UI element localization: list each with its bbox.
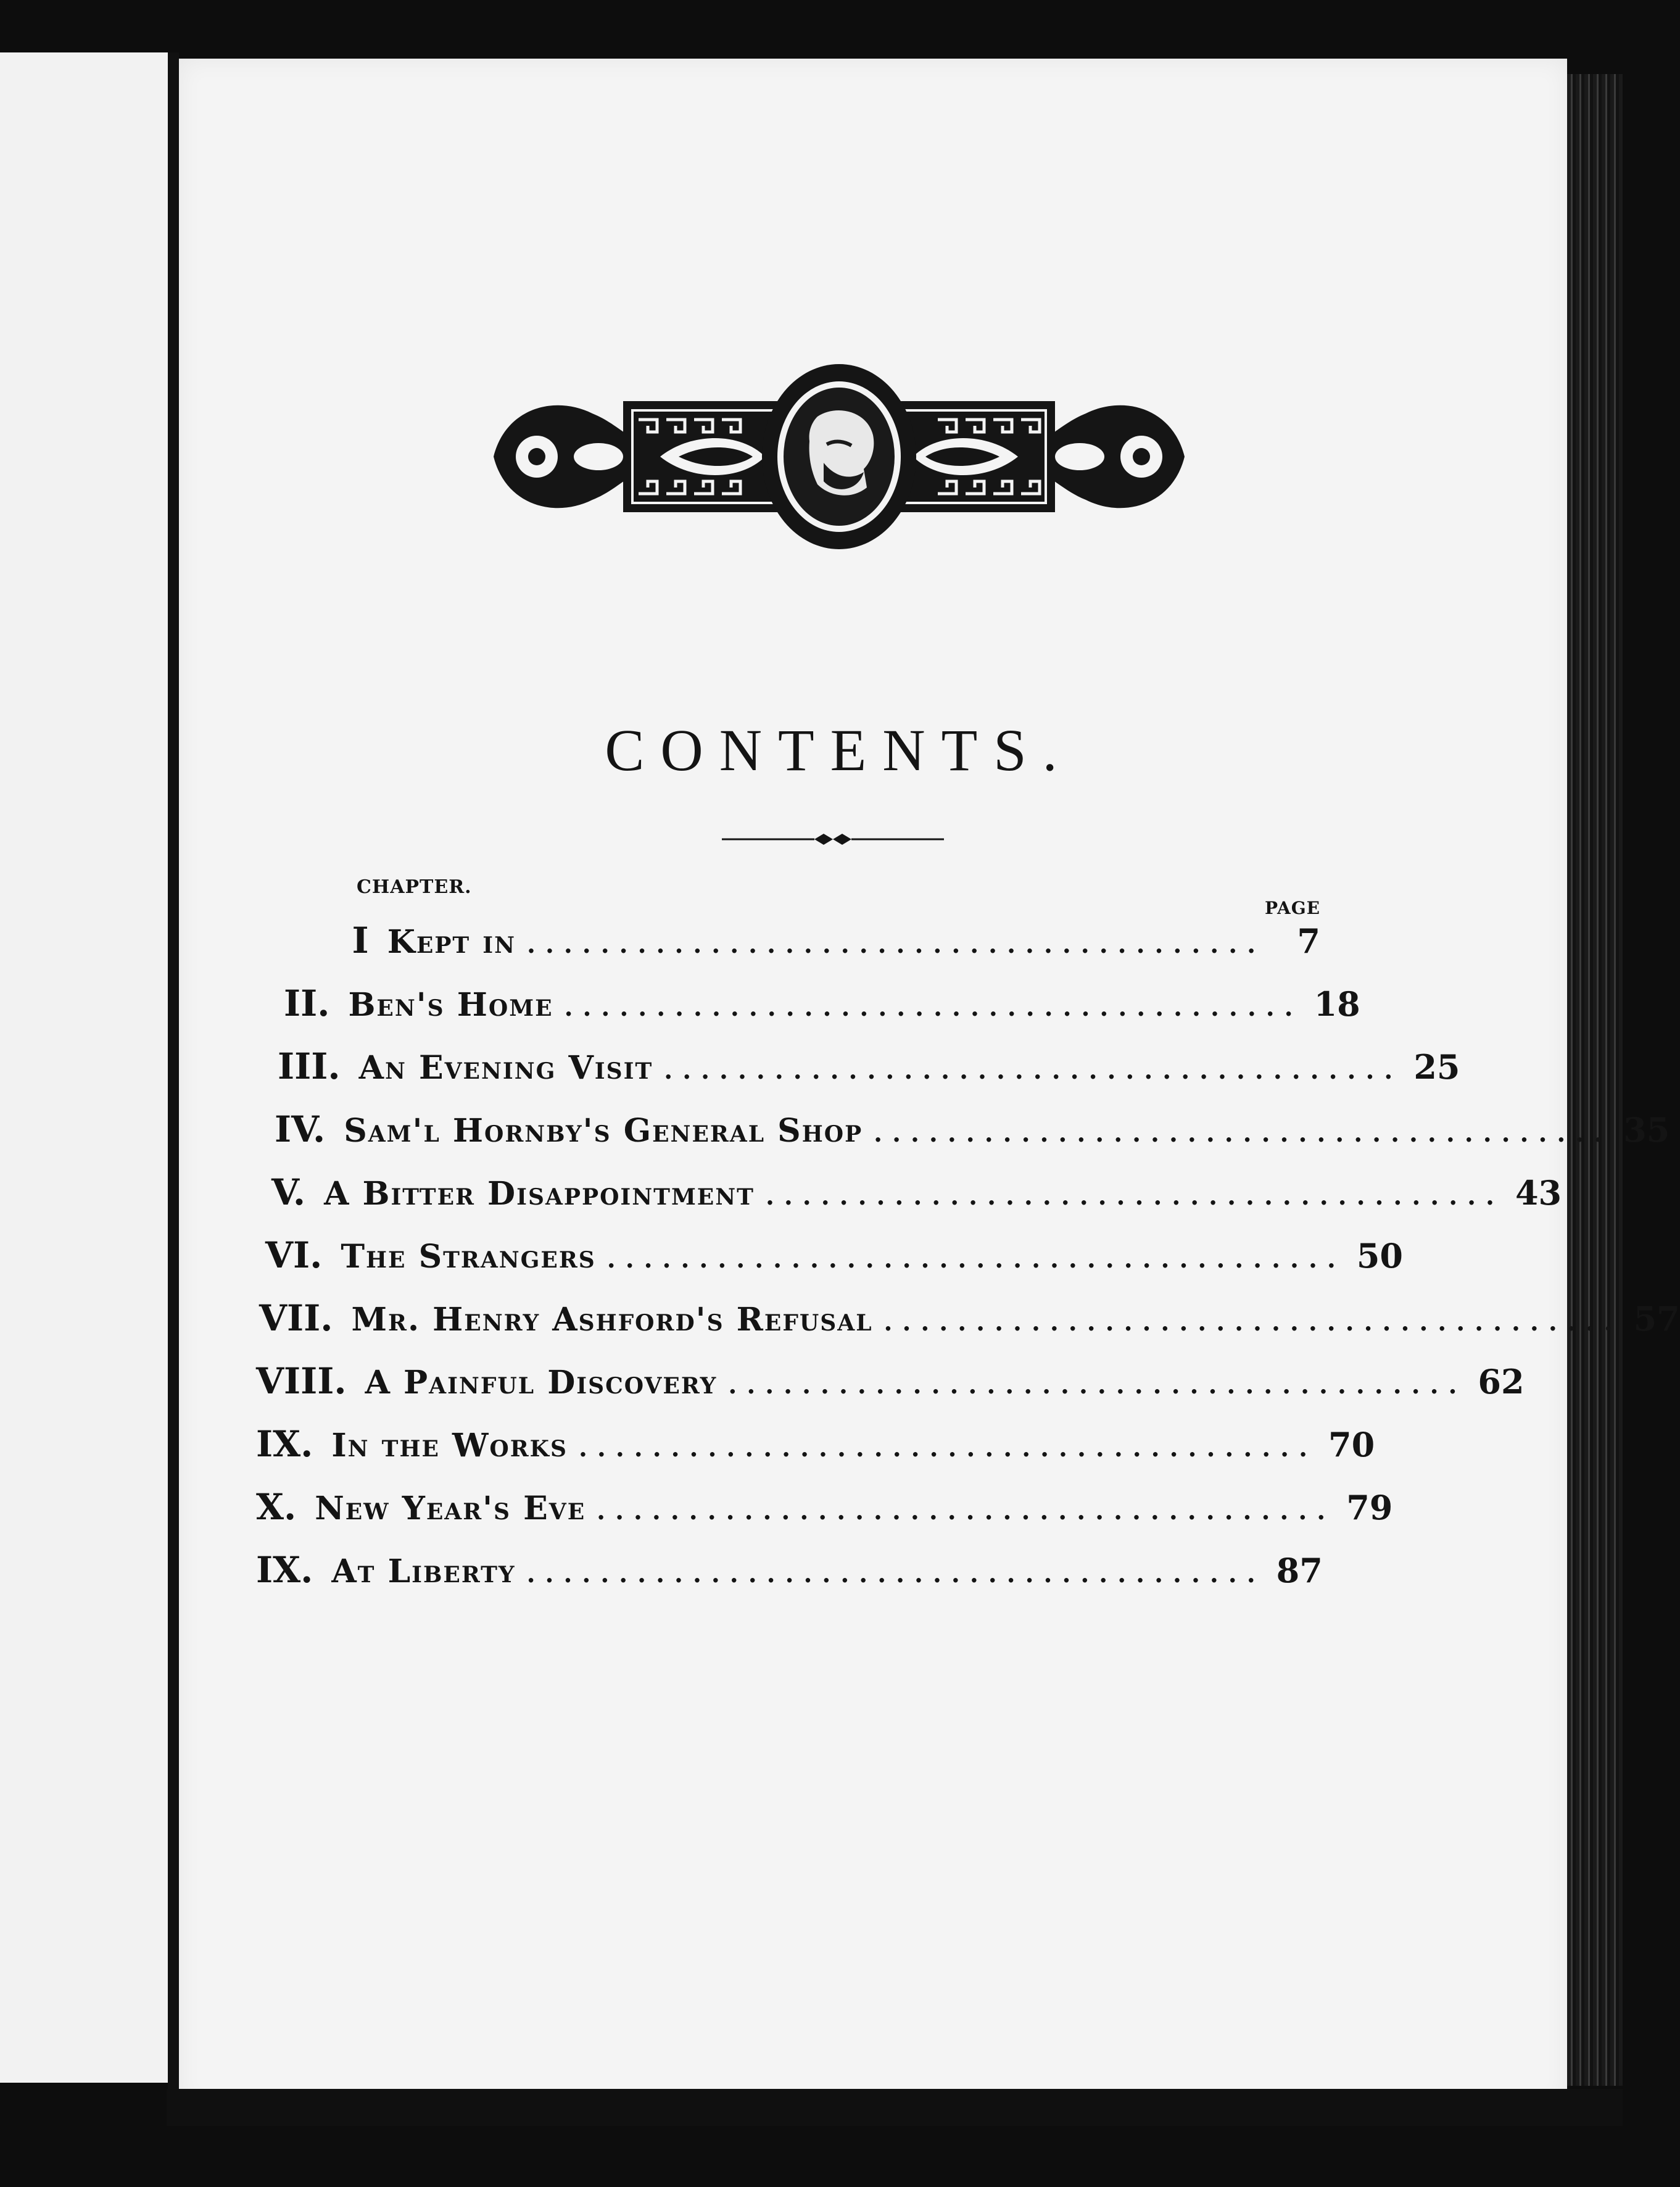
decorative-rule-icon [722,830,944,849]
chapter-number: VII. [259,1297,333,1339]
facing-page-edge [0,52,168,2083]
chapter-number: IX. [256,1423,313,1465]
chapter-title: In the Works [331,1427,568,1464]
toc-row [256,1423,1375,1472]
chapter-title: Sam'l Hornby's General Shop [344,1112,863,1150]
page-number: 25 [1413,1047,1460,1087]
book-bottom-edge [167,2089,1623,2126]
toc-row [275,1108,1670,1158]
dot-leader: ........................................ [527,930,1266,959]
toc-row [256,1549,1323,1598]
page-number: 79 [1346,1488,1393,1527]
dot-leader: ........................................ [728,1371,1467,1400]
page-number: 62 [1478,1362,1525,1401]
chapter-title: The Strangers [341,1238,596,1276]
dot-leader: ........................................ [765,1182,1504,1211]
page-number: 35 [1623,1110,1670,1150]
toc-row [265,1234,1403,1284]
chapter-title: A Bitter Disappointment [324,1175,755,1213]
chapter-title: Ben's Home [348,986,553,1024]
book-fore-edge [1567,74,1623,2086]
chapter-title: A Painful Discovery [365,1364,718,1401]
chapter-number: IV. [275,1108,326,1150]
book-gutter [168,52,179,2089]
chapter-number: III. [278,1045,341,1087]
toc-row [290,919,1320,969]
toc-row [278,1045,1460,1095]
page-number: 50 [1356,1236,1403,1276]
chapter-number: VI. [265,1234,323,1276]
page-number: 87 [1276,1551,1323,1590]
page-title: CONTENTS. [605,717,1074,783]
page-number: 43 [1515,1173,1562,1213]
toc-row [271,1171,1562,1221]
page-number: 70 [1328,1425,1375,1464]
chapter-number: V. [271,1171,306,1213]
chapter-number: I [352,919,369,961]
page-number: 57 [1633,1299,1680,1338]
chapter-number: II. [284,982,330,1024]
toc-row [259,1297,1680,1347]
dot-leader: ........................................ [664,1056,1403,1085]
chapter-title: At Liberty [331,1553,516,1590]
chapter-title: New Year's Eve [315,1490,586,1527]
toc-row [256,1486,1393,1535]
chapter-number: VIII. [256,1360,347,1402]
dot-leader: ........................................ [883,1308,1623,1337]
dot-leader: ........................................ [564,993,1303,1022]
chapter-number: X. [256,1486,297,1528]
dot-leader: ........................................ [874,1119,1613,1148]
chapter-number: IX. [256,1549,313,1591]
dot-leader: ........................................ [526,1559,1265,1588]
page-number: 18 [1314,984,1360,1024]
headpiece-ornament-icon [481,358,1197,555]
page-column-label: PAGE [1265,898,1320,918]
chapter-title: Mr. Henry Ashford's Refusal [351,1301,873,1338]
dot-leader: ........................................ [597,1496,1336,1525]
dot-leader: ........................................ [578,1434,1318,1463]
page-number: 7 [1297,921,1320,961]
toc-row [284,982,1360,1032]
toc-row [256,1360,1525,1409]
chapter-column-label: CHAPTER. [357,876,472,898]
chapter-title: An Evening Visit [358,1049,653,1087]
chapter-title: Kept in [387,923,516,961]
dot-leader: ........................................ [606,1245,1346,1274]
